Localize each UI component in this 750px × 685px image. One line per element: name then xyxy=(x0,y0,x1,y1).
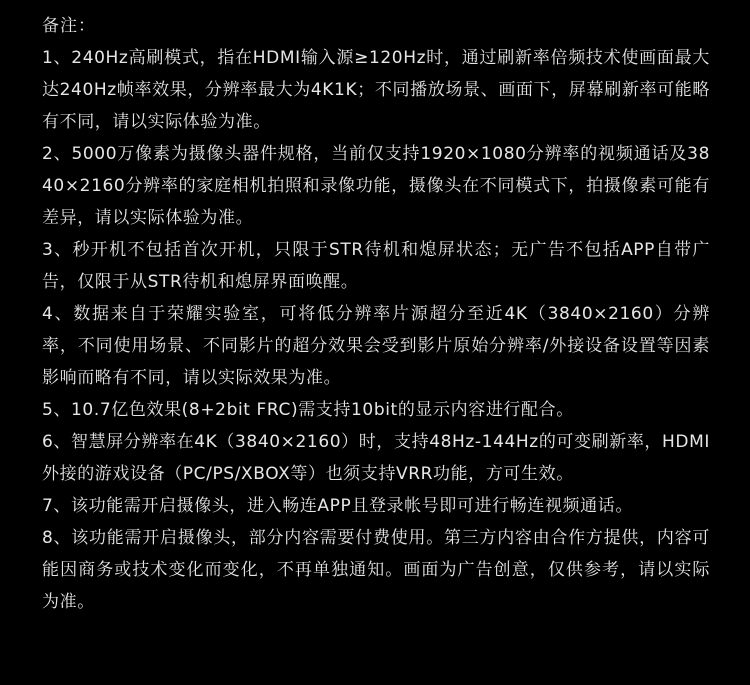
note-item-7: 7、该功能需开启摄像头，进入畅连APP且登录帐号即可进行畅连视频通话。 xyxy=(42,496,633,516)
note-item-4: 4、数据来自于荣耀实验室，可将低分辨率片源超分至近4K（3840×2160）分辨率，不同使用场景、不同影片的超分效果会受到影片原始分辨率/外接设备设置等因素影响而略有不同，请以实际效果为准。 xyxy=(42,304,710,388)
note-item-2: 2、5000万像素为摄像头器件规格，当前仅支持1920×1080分辨率的视频通话及3840×2160分辨率的家庭相机拍照和录像功能，摄像头在不同模式下，拍摄像素可能有差异，请以实际体验为准。 xyxy=(42,144,710,228)
notes-title: 备注： xyxy=(42,16,96,36)
note-item-5: 5、10.7亿色效果(8+2bit FRC)需支持10bit的显示内容进行配合。 xyxy=(42,400,574,420)
notes-section xyxy=(42,10,710,618)
note-item-3: 3、秒开机不包括首次开机，只限于STR待机和熄屏状态；无广告不包括APP自带广告，仅限于从STR待机和熄屏界面唤醒。 xyxy=(42,240,710,292)
note-item-6: 6、智慧屏分辨率在4K（3840×2160）时，支持48Hz-144Hz的可变刷新率，HDMI外接的游戏设备（PC/PS/XBOX等）也须支持VRR功能，方可生效。 xyxy=(42,432,710,484)
note-item-1: 1、240Hz高刷模式，指在HDMI输入源≥120Hz时，通过刷新率倍频技术使画面最大达240Hz帧率效果，分辨率最大为4K1K；不同播放场景、画面下，屏幕刷新率可能略有不同，请以实际体验为准。 xyxy=(42,48,710,132)
note-item-8: 8、该功能需开启摄像头，部分内容需要付费使用。第三方内容由合作方提供，内容可能因商务或技术变化而变化，不再单独通知。画面为广告创意，仅供参考，请以实际为准。 xyxy=(42,528,710,612)
